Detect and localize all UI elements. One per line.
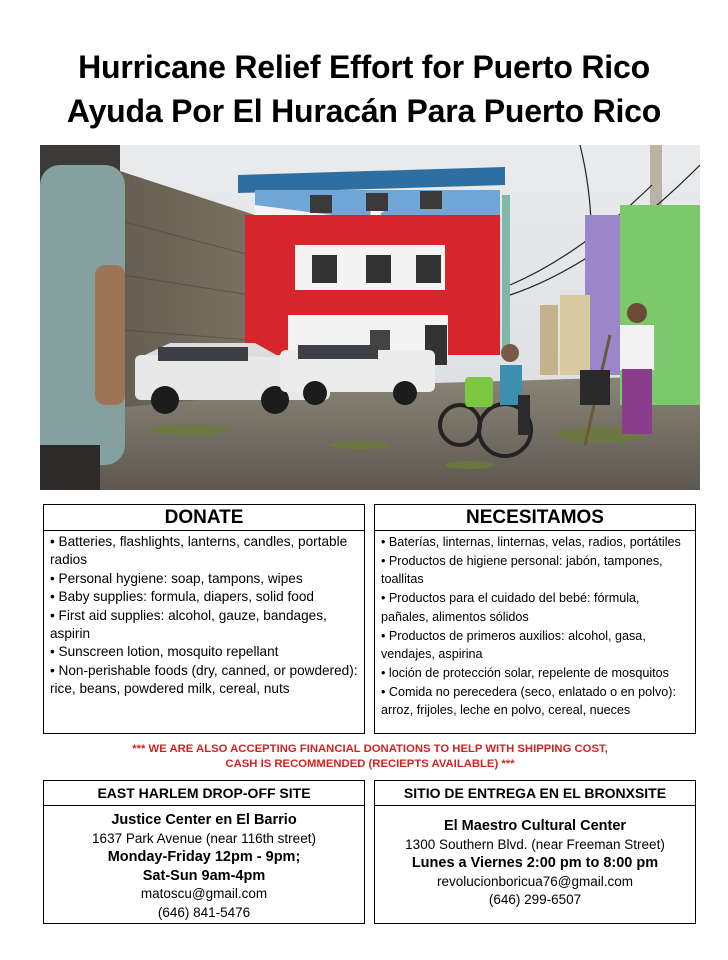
list-item: • Baby supplies: formula, diapers, solid food (50, 589, 314, 605)
bronx-site-box (374, 780, 696, 924)
site-hours: Lunes a Viernes 2:00 pm to 8:00 pm (411, 855, 659, 871)
donate-box (43, 504, 365, 734)
east-harlem-site-box (43, 780, 365, 924)
list-item: • Productos de higiene personal: jabón, tampones, toallitas (381, 553, 663, 587)
title-english: Hurricane Relief Effort for Puerto Rico (78, 49, 650, 85)
donate-heading: DONATE (44, 505, 364, 531)
site-phone: (646) 299-6507 (488, 892, 582, 907)
list-item: • Baterías, linternas, linternas, velas, radios, portátiles (381, 535, 681, 549)
east-harlem-details (44, 806, 364, 922)
list-item: • Comida no perecedera (seco, enlatado o en polvo): arroz, frijoles, leche en polvo, cereal, nueces (381, 684, 676, 718)
list-item: • loción de protección solar, repelente de mosquitos (381, 665, 669, 680)
site-address: 1300 Southern Blvd. (near Freeman Street) (405, 836, 665, 852)
east-harlem-heading: EAST HARLEM DROP-OFF SITE (44, 781, 364, 806)
site-address: 1637 Park Avenue (near 116th street) (92, 830, 316, 846)
foreground-person (40, 145, 125, 490)
financial-notice-line-2: CASH IS RECOMMENDED (RECIEPTS AVAILABLE) *** (225, 758, 515, 770)
necesitamos-heading: NECESITAMOS (375, 505, 695, 531)
necesitamos-list (375, 531, 695, 720)
site-phone: (646) 841-5476 (157, 904, 251, 920)
site-name: El Maestro Cultural Center (443, 818, 627, 834)
title-spanish: Ayuda Por El Huracán Para Puerto Rico (66, 93, 662, 129)
list-item: • Personal hygiene: soap, tampons, wipes (50, 570, 303, 586)
list-item: • First aid supplies: alcohol, gauze, bandages, aspirin (50, 607, 327, 642)
financial-notice-line-1: *** WE ARE ALSO ACCEPTING FINANCIAL DONATIONS TO HELP WITH SHIPPING COST, (132, 743, 608, 755)
bronx-details (375, 806, 695, 910)
hurricane-photo (40, 145, 700, 490)
necesitamos-box (374, 504, 696, 734)
site-name: Justice Center en El Barrio (111, 812, 297, 828)
list-item: • Non-perishable foods (dry, canned, or powdered): rice, beans, powdered milk, cereal, nuts (50, 662, 358, 697)
flag-building (238, 167, 510, 365)
site-hours-weekday: Monday-Friday 12pm - 9pm; (107, 849, 301, 865)
donate-list (44, 531, 364, 699)
site-email: matoscu@gmail.com (140, 886, 268, 901)
list-item: • Batteries, flashlights, lanterns, candles, portable radios (50, 534, 348, 568)
bronx-heading: SITIO DE ENTREGA EN EL BRONXSITE (375, 781, 695, 806)
site-email: revolucionboricua76@gmail.com (436, 873, 634, 889)
list-item: • Productos de primeros auxilios: alcohol, gasa, vendajes, aspirina (381, 628, 646, 662)
site-hours-weekend: Sat-Sun 9am-4pm (142, 867, 266, 884)
list-item: • Sunscreen lotion, mosquito repellant (50, 644, 279, 660)
list-item: • Productos para el cuidado del bebé: fórmula, pañales, alimentos sólidos (381, 591, 640, 624)
